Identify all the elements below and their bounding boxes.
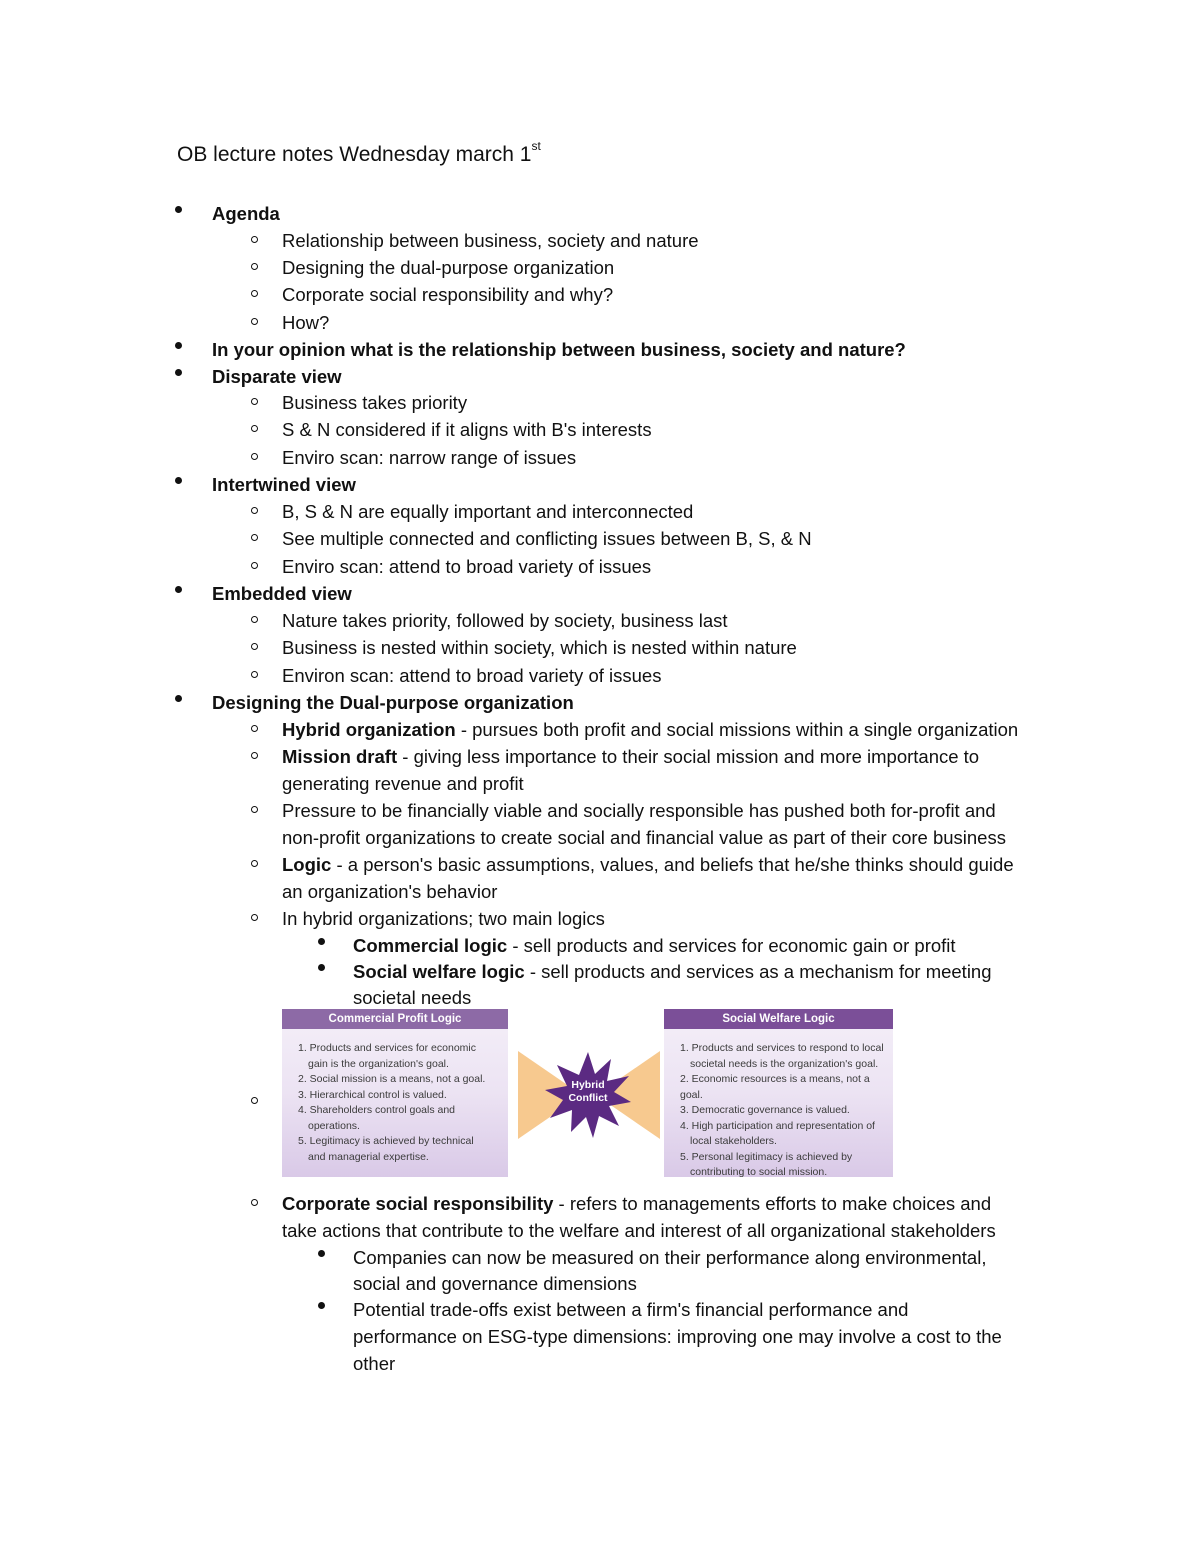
bullet-icon (318, 1250, 325, 1257)
question-text: In your opinion what is the relationship between business, society and nature? (212, 339, 906, 360)
circle-bullet-icon (251, 725, 258, 732)
hybrid-conflict-label: Hybrid Conflict (568, 1079, 608, 1104)
csr-definition: Corporate social responsibility - refers to managements efforts to make choices and (282, 1193, 992, 1214)
panel-item: 5. Legitimacy is achieved by technical and managerial expertise. (298, 1135, 474, 1163)
panel-item: 4. Shareholders control goals and operations. (298, 1104, 456, 1132)
circle-bullet-icon (251, 318, 258, 325)
csr-sub-item-continued: social and governance dimensions (353, 1273, 637, 1294)
panel-item: 2. Economic resources is a means, not a goal. (680, 1073, 870, 1101)
circle-bullet-icon (251, 671, 258, 678)
bullet-icon (175, 695, 182, 702)
bullet-icon (318, 938, 325, 945)
logic-definition-continued: an organization's behavior (282, 881, 498, 902)
embedded-item: Environ scan: attend to broad variety of issues (282, 665, 662, 686)
bullet-icon (175, 369, 182, 376)
circle-bullet-icon (251, 616, 258, 623)
bullet-icon (175, 477, 182, 484)
panel-item: 1. Products and services to respond to local societal needs is the organization's goal. (680, 1042, 884, 1070)
hybrid-definition: Hybrid organization - pursues both profit and social missions within a single organization (282, 719, 1019, 740)
bullet-icon (175, 206, 182, 213)
circle-bullet-icon (251, 914, 258, 921)
panel-title: Commercial Profit Logic (282, 1009, 508, 1029)
circle-bullet-icon (251, 453, 258, 460)
bullet-icon (318, 964, 325, 971)
commercial-logic-definition: Commercial logic - sell products and services for economic gain or profit (353, 935, 956, 956)
pressure-text-continued: non-profit organizations to create social and financial value as part of their core business (282, 827, 1006, 848)
disparate-item: Business takes priority (282, 392, 468, 413)
mission-draft-definition: Mission draft - giving less importance to their social mission and more importance to (282, 746, 980, 767)
panel-title: Social Welfare Logic (664, 1009, 893, 1029)
circle-bullet-icon (251, 263, 258, 270)
csr-definition-continued: take actions that contribute to the welfare and interest of all organizational stakeholders (282, 1220, 996, 1241)
bullet-icon (175, 342, 182, 349)
disparate-item: S & N considered if it aligns with B's interests (282, 419, 652, 440)
csr-sub-item: Potential trade-offs exist between a firm's financial performance and (353, 1299, 909, 1320)
csr-sub-item-continued: other (353, 1353, 396, 1374)
intertwined-item: B, S & N are equally important and interconnected (282, 501, 694, 522)
panel-item: 1. Products and services for economic gain is the organization's goal. (298, 1042, 476, 1070)
panel-list (282, 1041, 508, 1165)
hybrid-conflict-figure (282, 1009, 894, 1177)
circle-bullet-icon (251, 806, 258, 813)
intertwined-item: See multiple connected and conflicting issues between B, S, & N (282, 528, 812, 549)
bullet-icon (175, 586, 182, 593)
panel-item: 3. Democratic governance is valued. (680, 1104, 850, 1116)
circle-bullet-icon (251, 752, 258, 759)
agenda-item: Corporate social responsibility and why? (282, 284, 614, 305)
agenda-item: How? (282, 312, 330, 333)
commercial-profit-logic-panel (282, 1009, 508, 1177)
circle-bullet-icon (251, 562, 258, 569)
csr-sub-item-continued: performance on ESG-type dimensions: improving one may involve a cost to the (353, 1326, 1002, 1347)
title-superscript: st (531, 139, 541, 153)
circle-bullet-icon (251, 507, 258, 514)
circle-bullet-icon (251, 398, 258, 405)
logic-definition: Logic - a person's basic assumptions, values, and beliefs that he/she thinks should guide (282, 854, 1014, 875)
agenda-item: Designing the dual-purpose organization (282, 257, 615, 278)
title-text: OB lecture notes Wednesday march 1 (177, 143, 532, 166)
disparate-heading: Disparate view (212, 366, 342, 387)
embedded-heading: Embedded view (212, 583, 352, 604)
circle-bullet-icon (251, 643, 258, 650)
circle-bullet-icon (251, 1097, 258, 1104)
panel-item: 3. Hierarchical control is valued. (298, 1088, 447, 1101)
panel-list (664, 1041, 893, 1181)
pressure-text: Pressure to be financially viable and socially responsible has pushed both for-profit and (282, 800, 996, 821)
two-logics-text: In hybrid organizations; two main logics (282, 908, 605, 929)
embedded-item: Nature takes priority, followed by society, business last (282, 610, 728, 631)
intertwined-heading: Intertwined view (212, 474, 356, 495)
circle-bullet-icon (251, 860, 258, 867)
bullet-icon (318, 1302, 325, 1309)
circle-bullet-icon (251, 1199, 258, 1206)
social-welfare-logic-panel (664, 1009, 893, 1177)
panel-item: 2. Social mission is a means, not a goal. (298, 1073, 486, 1085)
intertwined-item: Enviro scan: attend to broad variety of issues (282, 556, 652, 577)
circle-bullet-icon (251, 236, 258, 243)
csr-sub-item: Companies can now be measured on their performance along environmental, (353, 1247, 987, 1268)
disparate-item: Enviro scan: narrow range of issues (282, 447, 577, 468)
mission-draft-continued: generating revenue and profit (282, 773, 524, 794)
circle-bullet-icon (251, 425, 258, 432)
panel-item: 4. High participation and representation of local stakeholders. (680, 1119, 875, 1147)
agenda-item: Relationship between business, society and nature (282, 230, 699, 251)
circle-bullet-icon (251, 534, 258, 541)
embedded-item: Business is nested within society, which is nested within nature (282, 637, 797, 658)
circle-bullet-icon (251, 290, 258, 297)
panel-item: 5. Personal legitimacy is achieved by contributing to social mission. (680, 1150, 853, 1178)
page-title (177, 139, 541, 167)
dual-heading: Designing the Dual-purpose organization (212, 692, 574, 713)
social-welfare-logic-continued: societal needs (353, 987, 472, 1008)
agenda-heading: Agenda (212, 203, 280, 224)
social-welfare-logic-definition: Social welfare logic - sell products and services as a mechanism for meeting (353, 961, 992, 982)
